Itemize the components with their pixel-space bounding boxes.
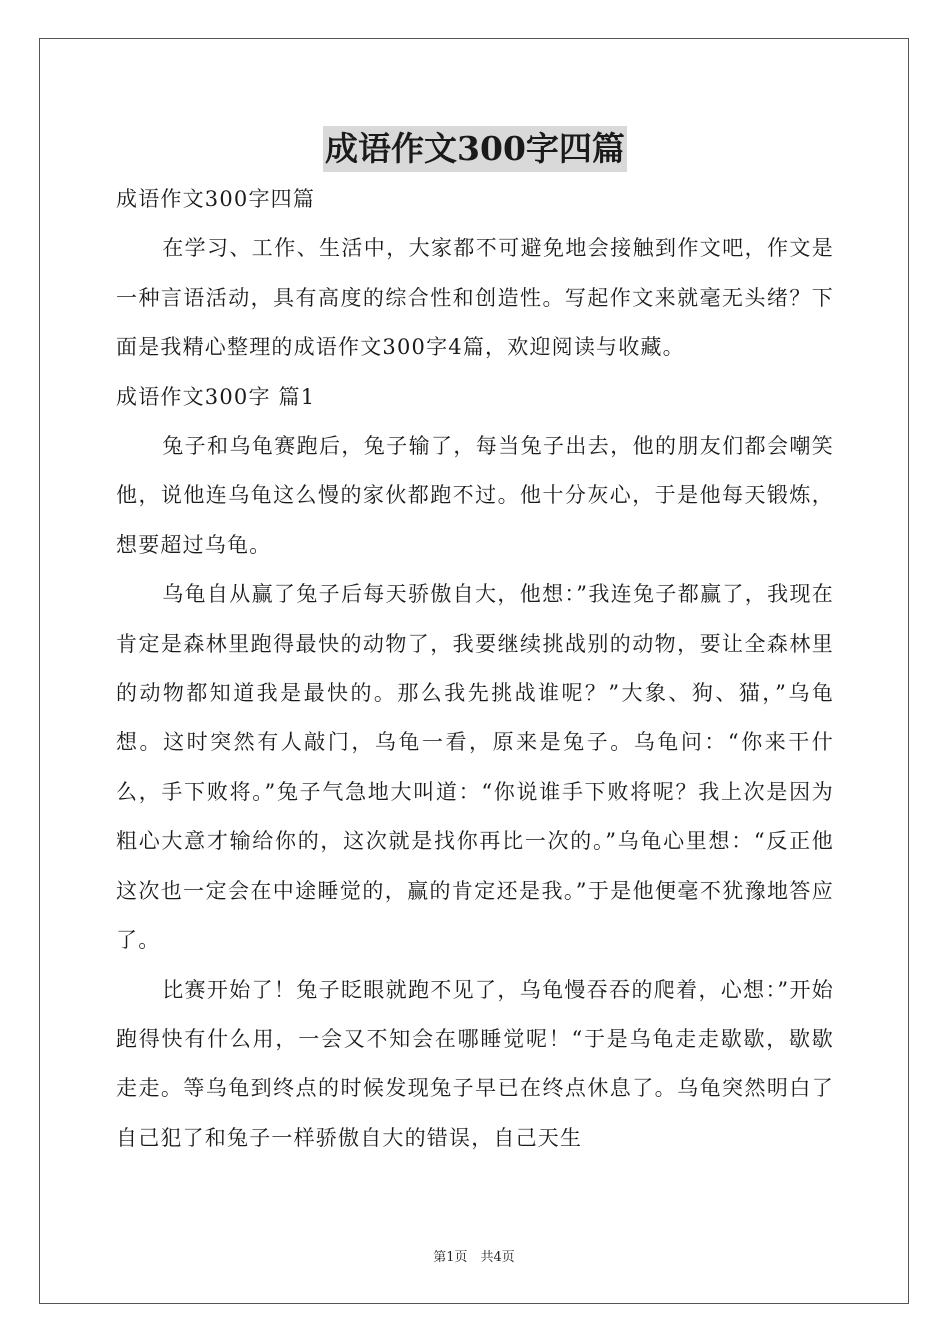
paragraph: 在学习、工作、生活中，大家都不可避免地会接触到作文吧，作文是一种言语活动，具有高度的综合性和创造性。写起作文来就毫无头绪？下面是我精心整理的成语作文300字4篇，欢迎阅读与收藏。 (116, 236, 834, 360)
paragraph: 成语作文300字 篇1 (116, 384, 316, 409)
paragraph: 比赛开始了！兔子眨眼就跑不见了，乌龟慢吞吞的爬着，心想：”开始跑得快有什么用，一会又不知会在哪睡觉呢！“于是乌龟走走歇歇，歇歇走走。等乌龟到终点的时候发现兔子早已在终点休息了。乌龟突然明白了自己犯了和兔子一样骄傲自大的错误，自己天生 (116, 977, 834, 1150)
document-body (116, 175, 834, 1163)
document-title (116, 126, 834, 172)
page-footer (39, 1246, 909, 1265)
page-number: 第1页 共4页 (433, 1250, 515, 1265)
paragraph: 成语作文300字四篇 (116, 187, 316, 211)
paragraph: 乌龟自从赢了兔子后每天骄傲自大，他想：”我连兔子都赢了，我现在肯定是森林里跑得最快的动物了，我要继续挑战别的动物，要让全森林里的动物都知道我是最快的。那么我先挑战谁呢？”大象、狗、猫，”乌龟想。这时突然有人敲门，乌龟一看，原来是兔子。乌龟问：“你来干什么，手下败将。”兔子气急地大叫道：“你说谁手下败将呢？我上次是因为粗心大意才输给你的，这次就是找你再比一次的。”乌龟心里想：“反正他这次也一定会在中途睡觉的，赢的肯定还是我。”于是他便毫不犹豫地答应了。 (116, 582, 834, 953)
paragraph: 兔子和乌龟赛跑后，兔子输了，每当兔子出去，他的朋友们都会嘲笑他，说他连乌龟这么慢的家伙都跑不过。他十分灰心，于是他每天锻炼，想要超过乌龟。 (116, 434, 834, 557)
document-title-text: 成语作文300字四篇 (323, 126, 627, 172)
